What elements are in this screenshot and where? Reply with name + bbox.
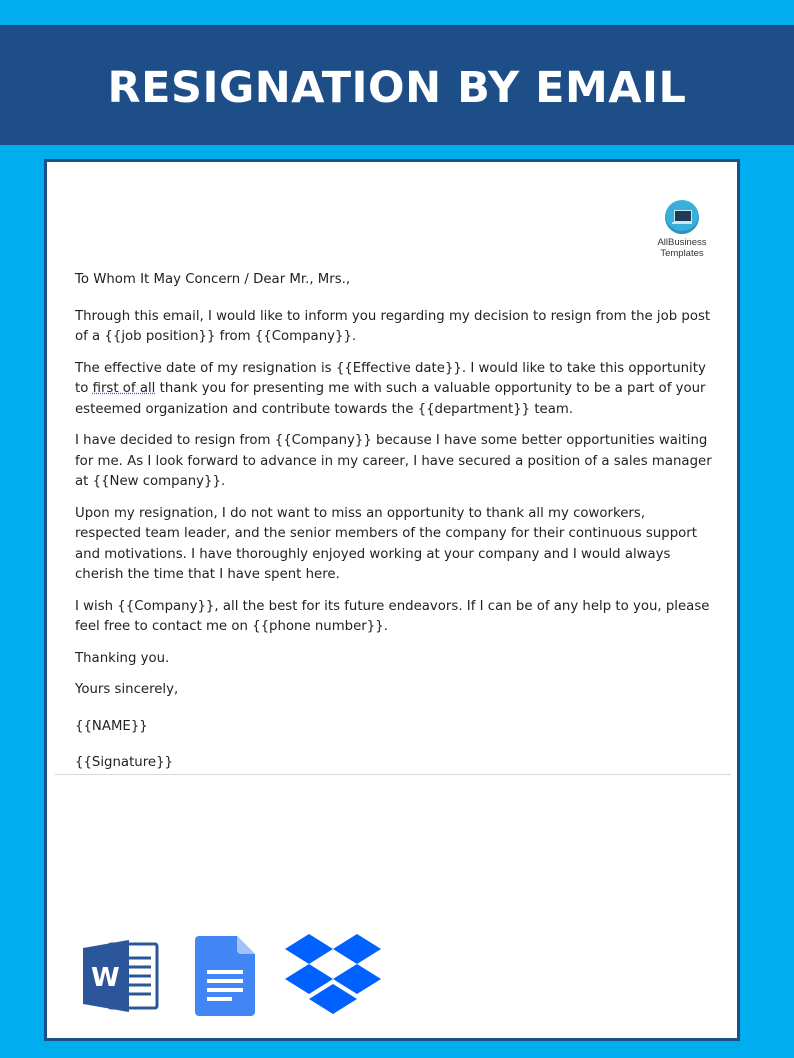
spelling-flag: first of all <box>92 381 156 396</box>
name-placeholder: {{NAME}} <box>75 718 148 734</box>
word-icon[interactable] <box>83 940 161 1012</box>
paragraph-4: Upon my resignation, I do not want to miss an opportunity to thank all my coworkers, respected team leader, and the senior members of the company for their continuous support and motivations. I have thoroughly enjoyed working at your company and I would always cherish the time that I have spent here. <box>75 505 697 582</box>
divider <box>55 774 731 775</box>
paragraph-5: I wish {{Company}}, all the best for its future endeavors. If I can be of any help to you, please feel free to contact me on {{phone number}}. <box>75 598 710 634</box>
paragraph-2: The effective date of my resignation is {{Effective date}}. I would like to take this opportunity to first of all thank you for presenting me with such a valuable opportunity to be a part of your esteemed organization and contribute towards the {{department}} team. <box>75 360 706 417</box>
closing-line: Yours sincerely, <box>75 682 179 697</box>
svg-text:W: W <box>91 963 120 993</box>
signature-placeholder: {{Signature}} <box>75 755 173 770</box>
thanks-line: Thanking you. <box>75 650 170 666</box>
salutation: To Whom It May Concern / Dear Mr., Mrs., <box>75 272 351 287</box>
paragraph-3: I have decided to resign from {{Company}} because I have some better opportunities waiting for me. As I look forward to advance in my career, I have secured a position of a sales manager at {{New company}}. <box>75 433 712 489</box>
title-banner <box>0 25 794 145</box>
page-title: RESIGNATION BY EMAIL <box>107 63 687 113</box>
laptop-icon <box>665 200 699 234</box>
logo-line-1: AllBusiness <box>657 237 707 248</box>
letter-page <box>44 159 740 1041</box>
paragraph-1: Through this email, I would like to inform you regarding my decision to resign from the job post of a {{job position}} from {{Company}}. <box>75 308 711 344</box>
letter-body <box>75 270 715 785</box>
logo-line-2: Templates <box>660 248 704 259</box>
dropbox-icon[interactable] <box>285 934 381 1022</box>
google-docs-icon[interactable] <box>195 936 255 1016</box>
allbusiness-logo <box>647 200 717 259</box>
